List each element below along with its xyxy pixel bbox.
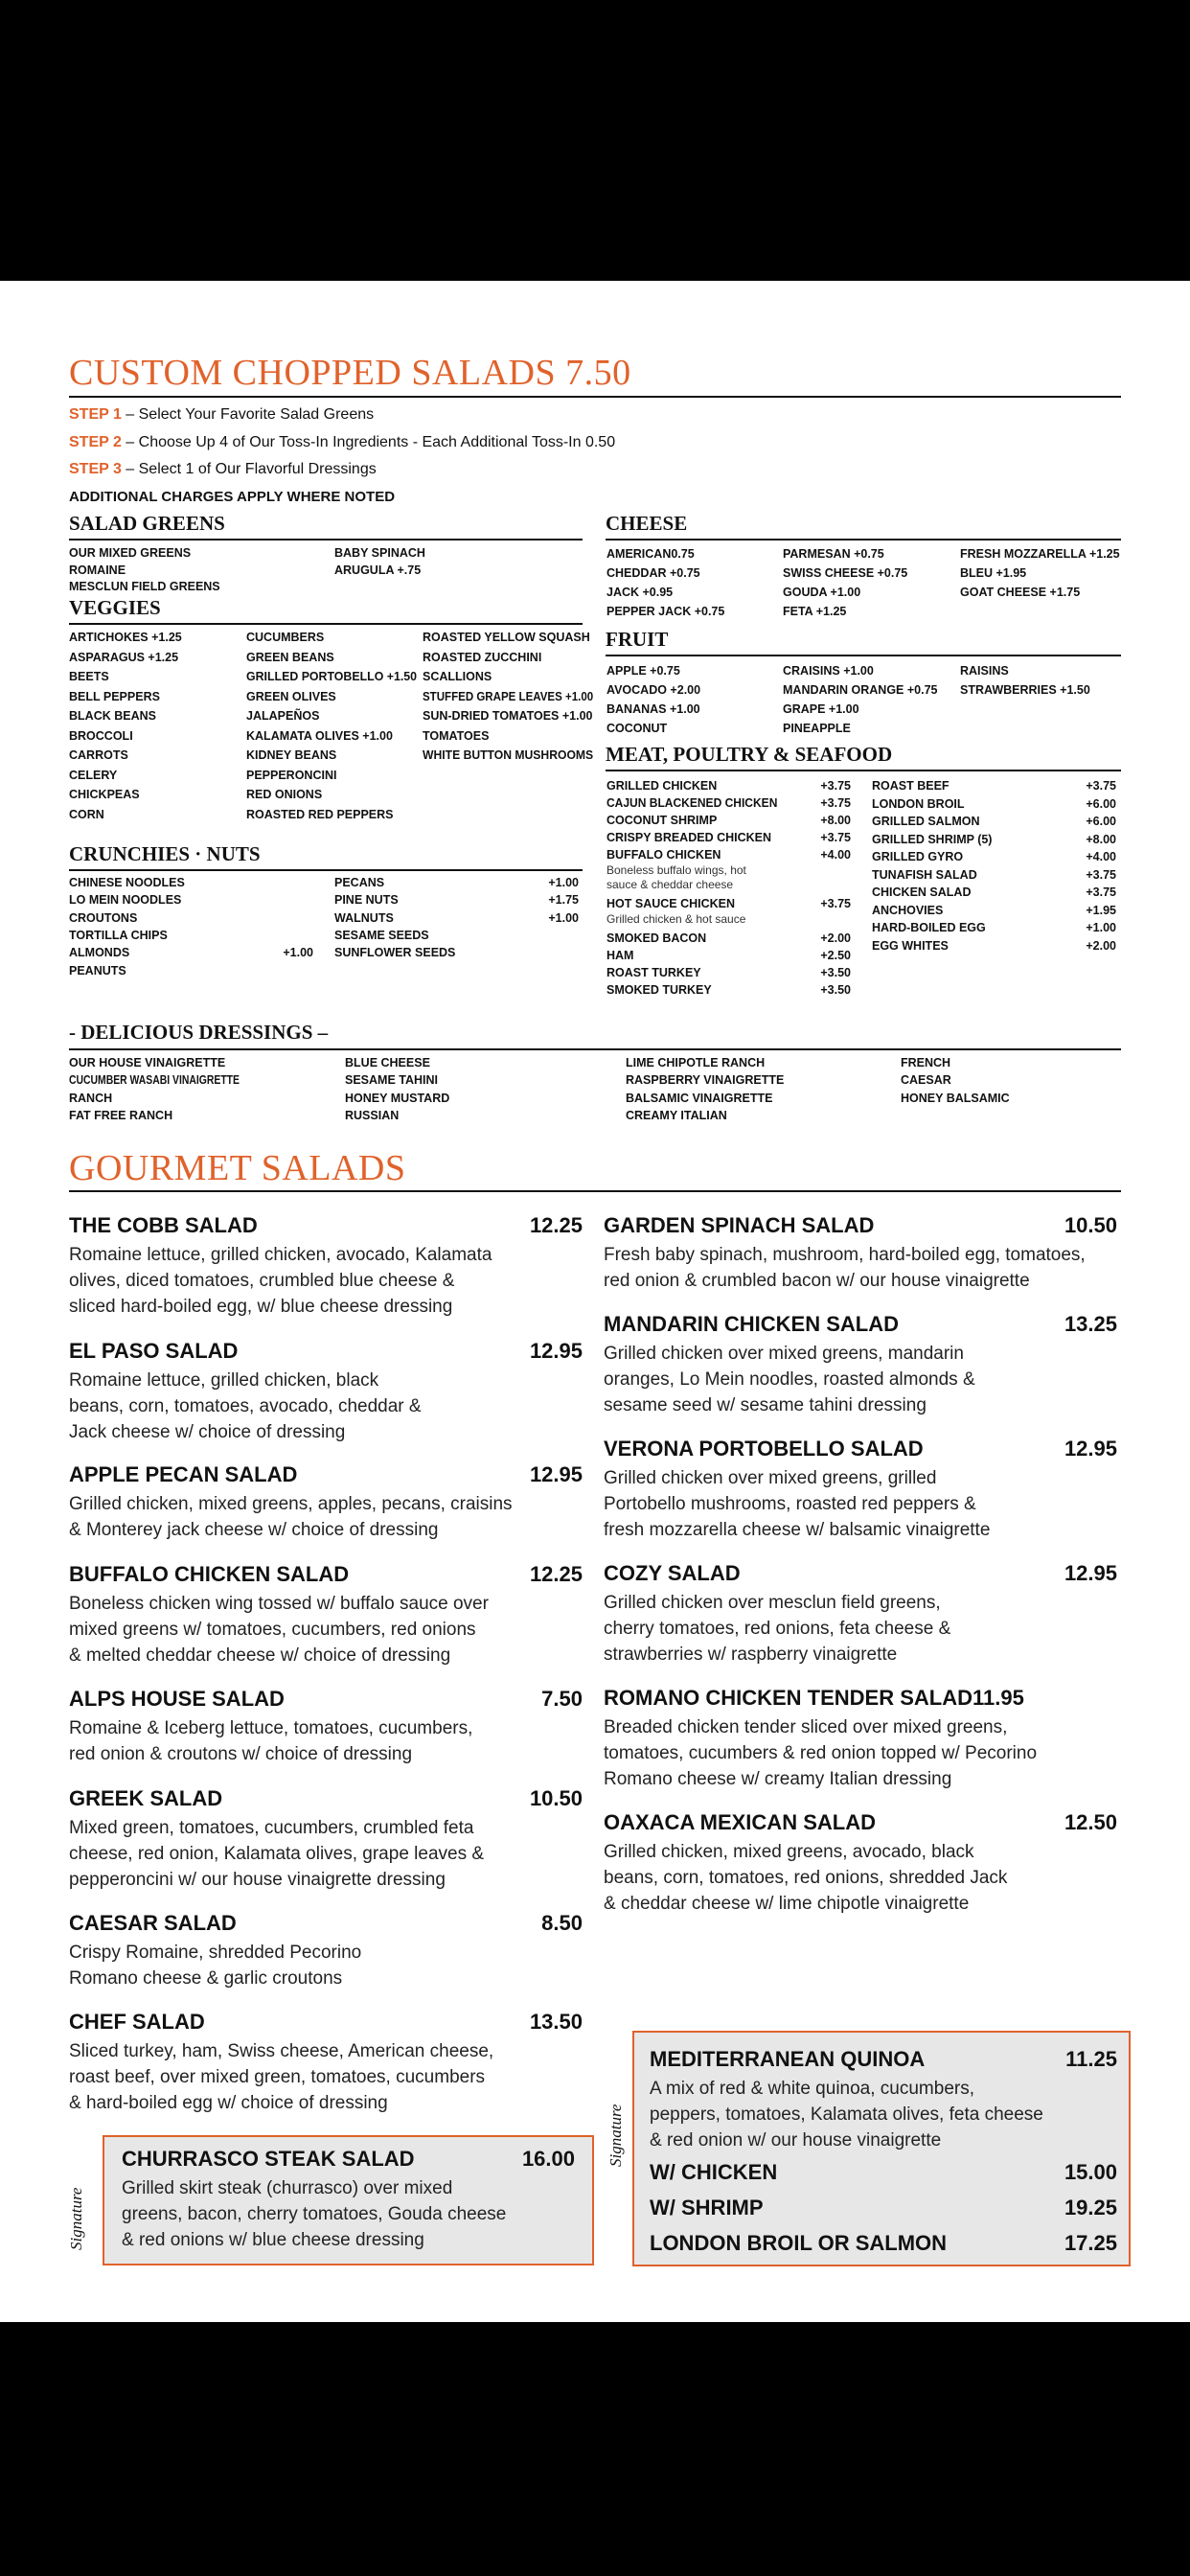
meat-heading: MEAT, POULTRY & SEAFOOD bbox=[606, 743, 893, 766]
quinoa-option-shrimp-price: 19.25 bbox=[1064, 2196, 1117, 2220]
cheese-item: SWISS CHEESE +0.75 bbox=[783, 566, 908, 580]
gourmet-salad-desc: & cheddar cheese w/ lime chipotle vinaigrette bbox=[604, 1894, 970, 1914]
meat-price: +1.00 bbox=[1086, 921, 1116, 934]
meat-item: HARD-BOILED EGG bbox=[872, 921, 986, 934]
gourmet-salad-name: EL PASO SALAD bbox=[69, 1339, 239, 1363]
veggie-item: RED ONIONS bbox=[246, 788, 323, 801]
greens-item: BABY SPINACH bbox=[334, 546, 425, 560]
gourmet-salad-name: GREEK SALAD bbox=[69, 1786, 223, 1810]
gourmet-salad-price: 7.50 bbox=[541, 1687, 583, 1711]
gourmet-salad-name: MANDARIN CHICKEN SALAD bbox=[604, 1312, 899, 1336]
signature-label-left: Signature bbox=[67, 2187, 85, 2250]
meat-price: +4.00 bbox=[820, 848, 851, 862]
cheese-item: FRESH MOZZARELLA +1.25 bbox=[960, 547, 1120, 561]
veggie-item: SUN-DRIED TOMATOES +1.00 bbox=[423, 709, 593, 723]
fruit-item: AVOCADO +2.00 bbox=[606, 683, 701, 697]
gourmet-salad-desc: Grilled chicken over mesclun field greens, bbox=[604, 1593, 941, 1613]
gourmet-salad-desc: Boneless chicken wing tossed w/ buffalo sauce over bbox=[69, 1594, 489, 1614]
fruit-item: BANANAS +1.00 bbox=[606, 702, 700, 716]
gourmet-salad-desc: sliced hard-boiled egg, w/ blue cheese dressing bbox=[69, 1297, 453, 1317]
gourmet-salad-desc: & Monterey jack cheese w/ choice of dressing bbox=[69, 1520, 439, 1540]
meat-item: HAM bbox=[606, 949, 634, 962]
gourmet-salad-desc: Jack cheese w/ choice of dressing bbox=[69, 1422, 346, 1442]
meat-item: EGG WHITES bbox=[872, 938, 949, 953]
gourmet-salad-desc: Romano cheese & garlic croutons bbox=[69, 1968, 343, 1989]
gourmet-salad-desc: Romaine lettuce, grilled chicken, avocado, Kalamata bbox=[69, 1245, 492, 1265]
quinoa-price: 11.25 bbox=[1065, 2047, 1117, 2071]
meat-item: HOT SAUCE CHICKEN bbox=[606, 897, 736, 910]
gourmet-salad-name: CHEF SALAD bbox=[69, 2010, 205, 2034]
title-rule bbox=[69, 396, 1121, 398]
gourmet-salad-name: APPLE PECAN SALAD bbox=[69, 1462, 298, 1486]
veggie-item: CUCUMBERS bbox=[246, 631, 325, 644]
custom-salads-title: CUSTOM CHOPPED SALADS 7.50 bbox=[69, 353, 631, 393]
gourmet-salad-name: THE COBB SALAD bbox=[69, 1213, 258, 1237]
gourmet-salad-name: COZY SALAD bbox=[604, 1561, 741, 1585]
greens-item: MESCLUN FIELD GREENS bbox=[69, 580, 220, 593]
dressing-item: HONEY BALSAMIC bbox=[901, 1091, 1010, 1105]
veggie-item: ARTICHOKES +1.25 bbox=[69, 631, 182, 644]
gourmet-salad-price: 13.50 bbox=[529, 2010, 583, 2034]
greens-item: OUR MIXED GREENS bbox=[69, 546, 192, 560]
fruit-item: STRAWBERRIES +1.50 bbox=[960, 683, 1090, 697]
quinoa-desc: A mix of red & white quinoa, cucumbers, peppers, tomatoes, Kalamata olives, feta cheese & red onion w/ our house vinaigrette bbox=[650, 2079, 1043, 2150]
dressing-item: OUR HOUSE VINAIGRETTE bbox=[69, 1056, 226, 1070]
gourmet-rule bbox=[69, 1190, 1121, 1192]
meat-price: +3.75 bbox=[1086, 867, 1116, 882]
churrasco-price: 16.00 bbox=[521, 2147, 575, 2171]
gourmet-salad-price: 12.50 bbox=[1064, 1810, 1117, 1834]
gourmet-salad-desc: cheese, red onion, Kalamata olives, grape leaves & bbox=[69, 1844, 485, 1864]
meat-price: +2.00 bbox=[820, 932, 851, 945]
dressing-item: HONEY MUSTARD bbox=[345, 1091, 450, 1105]
churrasco-signature-box bbox=[103, 2135, 594, 2266]
meat-price: +3.75 bbox=[1086, 886, 1116, 899]
gourmet-salad-desc: beans, corn, tomatoes, red onions, shredded Jack bbox=[604, 1868, 1008, 1888]
gourmet-salad-desc: beans, corn, tomatoes, avocado, cheddar & bbox=[69, 1396, 422, 1416]
fruit-rule bbox=[606, 655, 1121, 656]
gourmet-salad-desc: Portobello mushrooms, roasted red peppers & bbox=[604, 1494, 976, 1514]
gourmet-salad-desc: red onion & croutons w/ choice of dressing bbox=[69, 1744, 413, 1764]
greens-item: ARUGULA +.75 bbox=[334, 563, 422, 577]
veggie-item: PEPPERONCINI bbox=[246, 768, 337, 782]
gourmet-salad-price: 13.25 bbox=[1064, 1312, 1117, 1336]
step-1: STEP 1 – Select Your Favorite Salad Greens bbox=[69, 406, 375, 423]
dressings-heading: - DELICIOUS DRESSINGS – bbox=[69, 1021, 329, 1044]
crunchy-item: TORTILLA CHIPS bbox=[69, 928, 168, 942]
fruit-item: CRAISINS +1.00 bbox=[783, 664, 874, 678]
crunchy-item: LO MEIN NOODLES bbox=[69, 893, 182, 908]
dressing-item: BLUE CHEESE bbox=[345, 1056, 430, 1070]
crunchy-item: SUNFLOWER SEEDS bbox=[334, 946, 456, 960]
veggie-item: KIDNEY BEANS bbox=[246, 748, 337, 762]
gourmet-salad-desc: strawberries w/ raspberry vinaigrette bbox=[604, 1644, 898, 1665]
crunchy-price: +1.00 bbox=[548, 910, 579, 925]
gourmet-salad-desc: Fresh baby spinach, mushroom, hard-boiled egg, tomatoes, bbox=[604, 1245, 1086, 1265]
gourmet-salad-desc: Romano cheese w/ creamy Italian dressing bbox=[604, 1769, 952, 1789]
meat-price: +8.00 bbox=[1086, 832, 1116, 846]
meat-price: +3.50 bbox=[820, 983, 851, 997]
dressing-item: CUCUMBER WASABI VINAIGRETTE bbox=[69, 1073, 240, 1088]
veggie-item: ROASTED RED PEPPERS bbox=[246, 807, 394, 821]
menu-page bbox=[0, 281, 1190, 2322]
gourmet-salad-name: GARDEN SPINACH SALAD bbox=[604, 1213, 875, 1237]
quinoa-option-broil-salmon-price: 17.25 bbox=[1064, 2231, 1117, 2255]
veggie-item: SCALLIONS bbox=[423, 670, 492, 683]
gourmet-salad-name: ROMANO CHICKEN TENDER SALAD11.95 bbox=[604, 1686, 1024, 1710]
fruit-heading: FRUIT bbox=[606, 628, 669, 651]
gourmet-salad-price: 12.95 bbox=[529, 1462, 583, 1486]
meat-item: CHICKEN SALAD bbox=[872, 886, 972, 899]
gourmet-salad-desc: & hard-boiled egg w/ choice of dressing bbox=[69, 2093, 388, 2113]
gourmet-salad-price: 12.95 bbox=[529, 1339, 583, 1363]
meat-item: GRILLED CHICKEN bbox=[606, 779, 718, 793]
gourmet-salad-desc: pepperoncini w/ our house vinaigrette dressing bbox=[69, 1870, 446, 1890]
meat-price: +6.00 bbox=[1086, 796, 1116, 811]
meat-item: GRILLED SALMON bbox=[872, 815, 980, 828]
cheese-item: GOAT CHEESE +1.75 bbox=[960, 586, 1081, 599]
cheese-item: PEPPER JACK +0.75 bbox=[606, 605, 725, 618]
meat-item: TUNAFISH SALAD bbox=[872, 867, 977, 882]
dressing-item: CAESAR bbox=[901, 1073, 951, 1088]
gourmet-salad-desc: Breaded chicken tender sliced over mixed greens, bbox=[604, 1717, 1008, 1737]
gourmet-salad-desc: roast beef, over mixed green, tomatoes, cucumbers bbox=[69, 2067, 486, 2087]
meat-item-note: sauce & cheddar cheese bbox=[606, 878, 734, 891]
dressing-item: FAT FREE RANCH bbox=[69, 1108, 173, 1122]
veggies-heading: VEGGIES bbox=[69, 596, 161, 619]
meat-price: +3.75 bbox=[820, 897, 851, 910]
gourmet-salad-name: OAXACA MEXICAN SALAD bbox=[604, 1810, 876, 1834]
gourmet-salad-price: 12.25 bbox=[529, 1562, 583, 1586]
crunchy-item: CHINESE NOODLES bbox=[69, 876, 185, 889]
fruit-item: COCONUT bbox=[606, 722, 668, 735]
veggie-item: ROASTED ZUCCHINI bbox=[423, 650, 542, 664]
gourmet-salad-desc: olives, diced tomatoes, crumbled blue cheese & bbox=[69, 1271, 455, 1291]
salad-greens-heading: SALAD GREENS bbox=[69, 512, 225, 535]
cheese-item: JACK +0.95 bbox=[606, 586, 674, 599]
meat-item: GRILLED SHRIMP (5) bbox=[872, 832, 993, 846]
fruit-item: GRAPE +1.00 bbox=[783, 702, 859, 716]
meat-item: GRILLED GYRO bbox=[872, 850, 964, 863]
meat-price: +2.00 bbox=[1086, 938, 1116, 953]
gourmet-salad-price: 8.50 bbox=[541, 1911, 583, 1935]
dressing-item: BALSAMIC VINAIGRETTE bbox=[626, 1091, 773, 1105]
meat-price: +3.50 bbox=[820, 966, 851, 979]
quinoa-name: MEDITERRANEAN QUINOA bbox=[650, 2047, 926, 2071]
meat-item: SMOKED BACON bbox=[606, 932, 707, 945]
quinoa-option-broil-salmon: LONDON BROIL OR SALMON bbox=[650, 2231, 948, 2255]
step-3: STEP 3 – Select 1 of Our Flavorful Dressings bbox=[69, 461, 377, 477]
gourmet-salad-desc: sesame seed w/ sesame tahini dressing bbox=[604, 1395, 927, 1415]
cheese-item: AMERICAN0.75 bbox=[606, 547, 695, 561]
meat-price: +3.75 bbox=[1086, 779, 1116, 793]
gourmet-salad-desc: Romaine & Iceberg lettuce, tomatoes, cucumbers, bbox=[69, 1718, 473, 1738]
dressing-item: RANCH bbox=[69, 1091, 113, 1105]
veggie-item: JALAPEÑOS bbox=[246, 709, 320, 723]
gourmet-salad-desc: oranges, Lo Mein noodles, roasted almonds & bbox=[604, 1369, 975, 1390]
cheese-heading: CHEESE bbox=[606, 512, 688, 535]
fruit-item: APPLE +0.75 bbox=[606, 664, 680, 678]
cheese-item: FETA +1.25 bbox=[783, 605, 847, 618]
dressing-item: RUSSIAN bbox=[345, 1108, 400, 1122]
gourmet-salad-name: CAESAR SALAD bbox=[69, 1911, 237, 1935]
meat-item: ROAST BEEF bbox=[872, 779, 950, 793]
dressing-item: RASPBERRY VINAIGRETTE bbox=[626, 1073, 785, 1088]
veggie-item: ROASTED YELLOW SQUASH bbox=[423, 631, 590, 644]
dressing-item: FRENCH bbox=[901, 1056, 951, 1070]
additional-charges-note: ADDITIONAL CHARGES APPLY WHERE NOTED bbox=[69, 489, 396, 505]
dressings-rule bbox=[69, 1048, 1121, 1050]
meat-price: +3.75 bbox=[820, 779, 851, 793]
crunchy-price: +1.75 bbox=[548, 893, 579, 908]
gourmet-salad-desc: Romaine lettuce, grilled chicken, black bbox=[69, 1370, 379, 1391]
veggie-item: KALAMATA OLIVES +1.00 bbox=[246, 728, 393, 743]
gourmet-salad-desc: mixed greens w/ tomatoes, cucumbers, red onions bbox=[69, 1620, 476, 1640]
gourmet-salad-price: 12.25 bbox=[529, 1213, 583, 1237]
meat-item: ANCHOVIES bbox=[872, 903, 944, 917]
gourmet-salad-price: 10.50 bbox=[1064, 1213, 1117, 1237]
greens-item: ROMAINE bbox=[69, 563, 126, 577]
quinoa-option-shrimp: W/ SHRIMP bbox=[650, 2196, 764, 2220]
meat-item: CAJUN BLACKENED CHICKEN bbox=[606, 796, 778, 810]
crunchy-price: +1.00 bbox=[283, 946, 313, 960]
meat-item: SMOKED TURKEY bbox=[606, 983, 712, 997]
greens-rule bbox=[69, 539, 583, 540]
veggie-item: CELERY bbox=[69, 768, 118, 782]
crunchies-heading: CRUNCHIES · NUTS bbox=[69, 842, 261, 865]
veggie-item: GREEN BEANS bbox=[246, 650, 334, 664]
cheese-item: PARMESAN +0.75 bbox=[783, 547, 884, 561]
gourmet-salad-desc: Grilled chicken, mixed greens, apples, pecans, craisins bbox=[69, 1494, 513, 1514]
churrasco-desc: Grilled skirt steak (churrasco) over mixed greens, bacon, cherry tomatoes, Gouda cheese & red onions w/ blue cheese dressing bbox=[122, 2178, 507, 2250]
meat-item: COCONUT SHRIMP bbox=[606, 814, 718, 827]
veggie-item: GREEN OLIVES bbox=[246, 689, 336, 703]
gourmet-salad-name: BUFFALO CHICKEN SALAD bbox=[69, 1562, 350, 1586]
dressing-item: SESAME TAHINI bbox=[345, 1073, 438, 1088]
gourmet-salad-desc: cherry tomatoes, red onions, feta cheese & bbox=[604, 1619, 951, 1639]
meat-item-note: Boneless buffalo wings, hot bbox=[606, 863, 746, 877]
veggie-item: BROCCOLI bbox=[69, 728, 133, 743]
cheese-item: CHEDDAR +0.75 bbox=[606, 566, 700, 580]
gourmet-salad-desc: Grilled chicken over mixed greens, mandarin bbox=[604, 1344, 964, 1364]
veggie-item: WHITE BUTTON MUSHROOMS bbox=[423, 748, 594, 762]
veggies-rule bbox=[69, 623, 583, 625]
gourmet-salad-name: VERONA PORTOBELLO SALAD bbox=[604, 1437, 924, 1460]
crunchy-item: PECANS bbox=[334, 876, 385, 889]
veggie-item: BELL PEPPERS bbox=[69, 689, 160, 703]
cheese-rule bbox=[606, 539, 1121, 540]
meat-rule bbox=[606, 770, 1121, 771]
meat-item: BUFFALO CHICKEN bbox=[606, 848, 721, 862]
gourmet-salad-desc: Grilled chicken, mixed greens, avocado, black bbox=[604, 1842, 974, 1862]
gourmet-salad-desc: tomatoes, cucumbers & red onion topped w/ Pecorino bbox=[604, 1743, 1038, 1763]
fruit-item: RAISINS bbox=[960, 664, 1009, 678]
gourmet-salad-desc: & melted cheddar cheese w/ choice of dressing bbox=[69, 1645, 451, 1666]
meat-item-note: Grilled chicken & hot sauce bbox=[606, 912, 746, 926]
gourmet-salad-desc: Crispy Romaine, shredded Pecorino bbox=[69, 1943, 362, 1963]
meat-item: CRISPY BREADED CHICKEN bbox=[606, 831, 772, 844]
meat-price: +1.95 bbox=[1086, 903, 1116, 917]
crunchy-item: ALMONDS bbox=[69, 946, 130, 960]
gourmet-salad-price: 12.95 bbox=[1064, 1437, 1117, 1460]
meat-price: +3.75 bbox=[820, 796, 851, 810]
veggie-item: CORN bbox=[69, 807, 104, 821]
cheese-item: BLEU +1.95 bbox=[960, 566, 1027, 580]
gourmet-salad-desc: Sliced turkey, ham, Swiss cheese, American cheese, bbox=[69, 2041, 494, 2061]
meat-price: +4.00 bbox=[1086, 850, 1116, 863]
quinoa-option-chicken-price: 15.00 bbox=[1064, 2160, 1117, 2184]
veggie-item: BEETS bbox=[69, 670, 109, 683]
fruit-item: PINEAPPLE bbox=[783, 722, 851, 735]
veggie-item: CARROTS bbox=[69, 748, 128, 762]
veggie-item: STUFFED GRAPE LEAVES +1.00 bbox=[423, 689, 594, 703]
meat-item: LONDON BROIL bbox=[872, 796, 965, 811]
crunchies-rule bbox=[69, 869, 583, 871]
signature-label-right: Signature bbox=[606, 2104, 625, 2167]
veggie-item: GRILLED PORTOBELLO +1.50 bbox=[246, 670, 418, 683]
gourmet-salad-desc: fresh mozzarella cheese w/ balsamic vinaigrette bbox=[604, 1520, 991, 1540]
meat-price: +2.50 bbox=[820, 949, 851, 962]
quinoa-signature-box bbox=[632, 2031, 1131, 2266]
gourmet-salad-price: 12.95 bbox=[1064, 1561, 1117, 1585]
meat-price: +3.75 bbox=[820, 831, 851, 844]
meat-item: ROAST TURKEY bbox=[606, 966, 701, 979]
cheese-item: GOUDA +1.00 bbox=[783, 586, 861, 599]
veggie-item: BLACK BEANS bbox=[69, 709, 156, 723]
crunchy-item: WALNUTS bbox=[334, 910, 394, 925]
gourmet-salads-title: GOURMET SALADS bbox=[69, 1148, 406, 1188]
gourmet-salad-desc: Grilled chicken over mixed greens, grilled bbox=[604, 1468, 937, 1488]
churrasco-name: CHURRASCO STEAK SALAD bbox=[122, 2147, 415, 2171]
gourmet-salad-desc: red onion & crumbled bacon w/ our house vinaigrette bbox=[604, 1271, 1030, 1291]
step-2: STEP 2 – Choose Up 4 of Our Toss-In Ingredients - Each Additional Toss-In 0.50 bbox=[69, 434, 616, 450]
gourmet-salad-price: 10.50 bbox=[529, 1786, 583, 1810]
crunchy-item: PEANUTS bbox=[69, 963, 126, 978]
meat-price: +8.00 bbox=[820, 814, 851, 827]
quinoa-option-chicken: W/ CHICKEN bbox=[650, 2160, 778, 2184]
meat-price: +6.00 bbox=[1086, 815, 1116, 828]
dressing-item: LIME CHIPOTLE RANCH bbox=[626, 1056, 766, 1070]
fruit-item: MANDARIN ORANGE +0.75 bbox=[783, 683, 938, 697]
crunchy-item: CROUTONS bbox=[69, 910, 138, 925]
crunchy-item: PINE NUTS bbox=[334, 893, 399, 908]
crunchy-item: SESAME SEEDS bbox=[334, 928, 429, 942]
dressing-item: CREAMY ITALIAN bbox=[626, 1108, 727, 1122]
crunchy-price: +1.00 bbox=[548, 876, 579, 889]
veggie-item: CHICKPEAS bbox=[69, 788, 140, 801]
gourmet-salad-desc: Mixed green, tomatoes, cucumbers, crumbled feta bbox=[69, 1818, 474, 1838]
veggie-item: TOMATOES bbox=[423, 728, 490, 743]
gourmet-salad-name: ALPS HOUSE SALAD bbox=[69, 1687, 285, 1711]
veggie-item: ASPARAGUS +1.25 bbox=[69, 650, 179, 664]
